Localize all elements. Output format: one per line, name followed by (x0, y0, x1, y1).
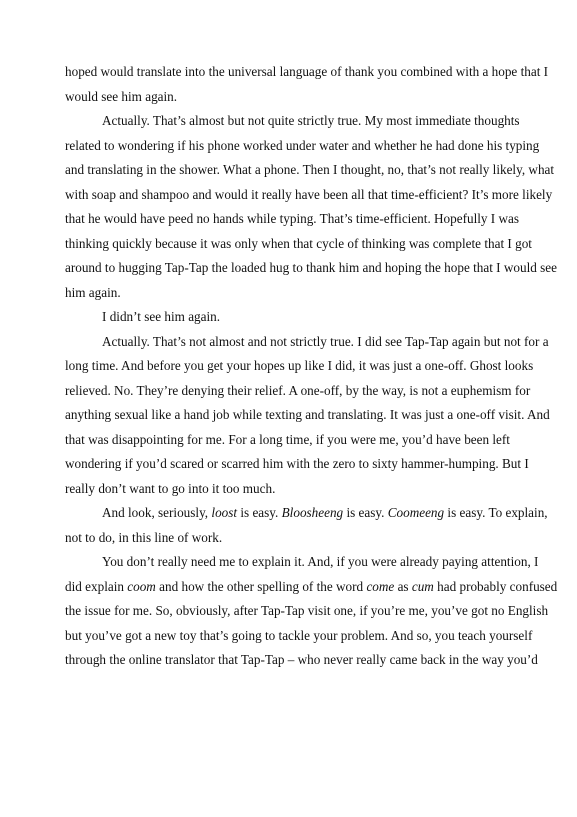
text-segment: did explain (65, 578, 128, 594)
italic-text: loost (211, 505, 238, 520)
text-line: anything sexual like a hand job while texting and translating. It was just a one-off visit. And (65, 407, 550, 422)
text-segment: as (394, 578, 412, 594)
paragraph (65, 109, 557, 305)
text-line: through the online translator that Tap-Tap – who never really came back in the way you’d (65, 652, 538, 667)
text-segment: is easy. (237, 505, 282, 520)
text-line: thinking quickly because it was only when that cycle of thinking was complete that I got (65, 235, 532, 251)
text-line (65, 501, 548, 526)
text-line: I didn’t see him again. (102, 309, 221, 324)
text-segment: is easy. (343, 505, 388, 520)
text-line: long time. And before you get your hopes up like I did, it was just a one-off. Ghost looks (65, 358, 534, 373)
paragraph (65, 550, 558, 673)
text-line: him again. (65, 284, 121, 300)
document-body (65, 60, 558, 673)
text-line: but you’ve got a new toy that’s going to tackle your problem. And so, you teach yourself (65, 627, 533, 643)
italic-text: coom (127, 578, 156, 594)
text-line: that was disappointing for me. For a long time, if you were me, you’d have been left (65, 431, 510, 447)
text-line (65, 575, 558, 600)
text-line: relieved. No. They’re denying their relief. A one-off, by the way, is not a euphemism for (65, 382, 531, 398)
text-line: really don’t want to go into it too much. (65, 480, 276, 496)
italic-text: Bloosheeng (281, 505, 344, 520)
text-line: with soap and shampoo and would it really have been all that time-efficient? It’s more likely (65, 186, 553, 202)
paragraph (65, 501, 548, 550)
text-line: around to hugging Tap-Tap the loaded hug to thank him and hoping the hope that I would see (65, 260, 557, 275)
paragraph (65, 60, 549, 109)
text-segment: had probably confused (433, 578, 558, 594)
text-line: would see him again. (65, 88, 178, 104)
italic-text: come (366, 578, 395, 594)
text-line: and translating in the shower. What a phone. Then I thought, no, that’s not really likely, what (65, 162, 555, 177)
italic-text: cum (411, 578, 434, 594)
text-line: that he would have peed no hands while typing. That’s time-efficient. Hopefully I was (65, 211, 520, 226)
text-line: the issue for me. So, obviously, after Tap-Tap visit one, if you’re me, you’ve got no English (65, 603, 549, 618)
text-line: related to wondering if his phone worked under water and whether he had done his typing (65, 137, 540, 153)
paragraph (65, 305, 513, 330)
text-line: You don’t really need me to explain it. And, if you were already paying attention, I (102, 554, 539, 569)
paragraph (65, 330, 550, 502)
text-segment: and how the other spelling of the word (155, 578, 367, 594)
text-segment: And look, seriously, (102, 505, 212, 520)
text-line: hoped would translate into the universal language of thank you combined with a hope that I (65, 64, 549, 79)
text-segment: is easy. To explain, (444, 505, 548, 520)
text-line: Actually. That’s not almost and not strictly true. I did see Tap-Tap again but not for a (102, 333, 549, 349)
text-line: not to do, in this line of work. (65, 529, 223, 545)
text-line: Actually. That’s almost but not quite strictly true. My most immediate thoughts (102, 113, 520, 128)
italic-text: Coomeeng (387, 505, 445, 520)
text-line: wondering if you’d scared or scarred him with the zero to sixty hammer-humping. But I (65, 456, 529, 471)
